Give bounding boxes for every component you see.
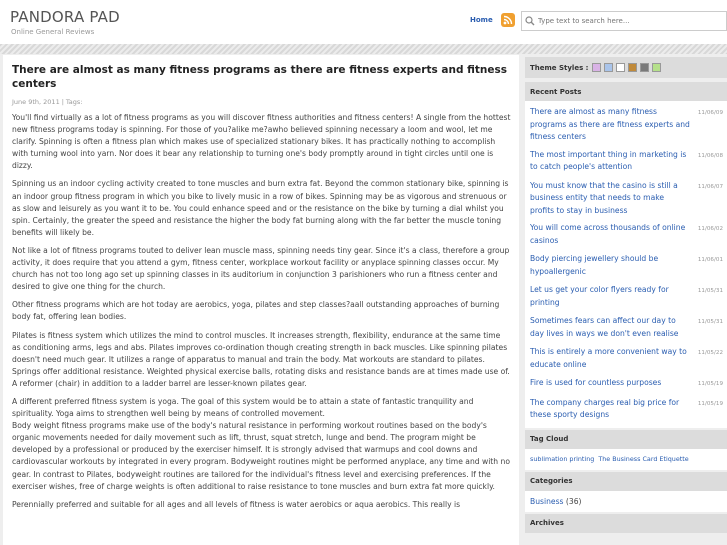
site-header	[0, 0, 727, 44]
post-paragraph: You'll find virtually as a lot of fitness programs as you will discover fitness authorities and fitness centers! A single from the hottest new fitness programs today is spinning. For those of you?alike me?awho believed spinning necessary a loom and wool, let me clarify. Spinning is often a fitness plan which makes use of specialized stationary bikes. It has practically nothing to accomplish with turning wool into yarn. Nor does it bear any relationship to turning one's body promptly around in tight circles until one is dizzy.	[12, 113, 511, 171]
recent-post-link[interactable]: You must know that the casino is still a business entity that needs to make profits to stay in business	[530, 180, 678, 215]
recent-post-date: 11/05/31	[697, 319, 723, 325]
nav-home-link[interactable]: Home	[470, 16, 493, 24]
recent-post-link[interactable]: The most important thing in marketing is to catch people's attention	[530, 149, 687, 171]
recent-post-link[interactable]: Body piercing jewellery should be hypoallergenic	[530, 254, 659, 276]
sidebar	[525, 57, 727, 545]
post-paragraph: Other fitness programs which are hot today are aerobics, yoga, pilates and step classes?aall outstanding approaches of burning body fat, offering lean bodies.	[12, 300, 500, 322]
recent-post-link[interactable]: Let us get your color flyers ready for printing	[530, 285, 669, 307]
post-tags-label: Tags:	[65, 98, 83, 106]
categories-list	[525, 491, 727, 512]
search-icon[interactable]	[522, 12, 538, 30]
tag-cloud	[525, 449, 727, 470]
recent-post-item	[530, 397, 723, 428]
post-paragraph: Not like a lot of fitness programs touted to deliver lean muscle mass, spinning needs tiny gear. Since it's a class, therefore a group activity, it does require that you attend a gym, fitness center, workplace workout facility or anyplace spinning classes occur. My church has not too long ago set up spinning classes in its auditorium in conjunction 3 parishioners who run a fitness center and desired to give one thing for the church.	[12, 245, 510, 292]
theme-swatch-brown[interactable]	[628, 63, 637, 72]
post-paragraph: Perennially preferred and suitable for all ages and all levels of fitness is water aerobics or aqua aerobics. This really is	[12, 499, 461, 509]
recent-posts-list	[525, 101, 727, 428]
recent-post-link[interactable]: Sometimes fears can affect our day to day lives in ways we don't even realise	[530, 316, 679, 338]
theme-swatch-green[interactable]	[652, 63, 661, 72]
post-body	[12, 112, 511, 511]
recent-post-date: 11/06/09	[697, 110, 723, 116]
recent-post-date: 11/05/19	[697, 381, 723, 387]
search-input[interactable]	[538, 17, 718, 25]
tag-link[interactable]: The Business Card Etiquette	[598, 454, 689, 463]
post-date: June 9th, 2011	[12, 98, 60, 106]
recent-post-item	[530, 346, 723, 371]
category-count: (36)	[565, 496, 582, 506]
search-box[interactable]	[521, 11, 727, 31]
recent-post-item	[530, 180, 723, 218]
theme-swatch-purple[interactable]	[592, 63, 601, 72]
recent-posts-heading: Recent Posts	[525, 82, 727, 101]
archives-heading: Archives	[525, 514, 727, 533]
recent-post-item	[530, 106, 723, 144]
recent-post-date: 11/06/01	[697, 257, 723, 263]
recent-post-item	[530, 222, 723, 247]
header-divider	[0, 44, 727, 54]
recent-post-link[interactable]: This is entirely a more convenient way to educate online	[530, 347, 687, 369]
site-title[interactable]: PANDORA PAD	[10, 8, 120, 26]
post-paragraph: Spinning us an indoor cycling activity created to tone muscles and burn extra fat. Beyond the common stationary bike, spinning is an indoor group fitness program in which you bike to lively music in a row of bikes. Spinning may be as vigorous and strenuous or as slow and leisurely as you want it to be. You could enhance speed and or the resistance on the bike by turning a dial whilst you spin. Certainly, the greater the speed and resistance the higher the body fat burning along with the far better the muscle toning benefits will likely be.	[12, 179, 509, 237]
recent-post-item	[530, 377, 723, 391]
theme-swatch-blue[interactable]	[604, 63, 613, 72]
post-content	[3, 55, 519, 545]
recent-post-date: 11/06/08	[697, 152, 723, 159]
site-tagline: Online General Reviews	[11, 28, 95, 36]
post-paragraph: Pilates is fitness system which utilizes the mind to control muscles. It increases strength, flexibility, endurance at the same time as conditioning arms, legs and abs. Pilates improves co-ordination though creating strength in back muscles. Like spinning pilates doesn't need much gear. It utilizes a range of apparatus to manual and train the body. Mat workouts are standard to pilates. Springs offer additional resistance. Weighted physical exercise balls, rotating disks and resistance bands are at times made use of. A reformer (chair) in addition to a ladder barrel are lesser-known pilates gear.	[12, 330, 510, 388]
post-paragraph: A different preferred fitness system is yoga. The goal of this system would be to attain a state of fantastic tranquility and spirituality. Yoga aims to strengthen well being by means of controlled movement. Body weight fitness programs make use of the body's natural resistance in performing workout routines based on the body's organic movements needed for daily movement such as lift, thrust, squat stretch, lunge and bend. The program might be developed by a professional or produced by the exerciser himself. It is strongly advised that warmups and cool downs and cardiovascular workouts by integrated in every program. Bodyweight routines might be performed anyplace, any time and with no gear. In contrast to Pilates, bodyweight routines are tailored for the individual's fitness level and exercising preferences. If the exerciser wishes, free of charge weights is often additional to raise resistance to tone muscles and burn extra fat more quickly.	[12, 396, 510, 491]
theme-styles-label: Theme Styles :	[530, 63, 589, 72]
recent-post-link[interactable]: Fire is used for countless purposes	[530, 378, 662, 387]
category-link[interactable]: Business	[530, 496, 564, 506]
categories-heading: Categories	[525, 472, 727, 491]
meta-separator: |	[61, 98, 64, 106]
recent-post-item	[530, 315, 723, 340]
recent-post-date: 11/06/07	[697, 183, 723, 190]
tag-link[interactable]: sublimation printing	[530, 454, 595, 463]
recent-post-date: 11/05/31	[697, 288, 723, 294]
recent-post-date: 11/06/02	[697, 226, 723, 232]
recent-post-link[interactable]: You will come across thousands of online casinos	[530, 223, 686, 245]
recent-post-item	[530, 284, 723, 309]
recent-post-link[interactable]: The company charges real big price for these sporty designs	[530, 397, 680, 419]
recent-post-item	[530, 253, 723, 278]
recent-post-item	[530, 149, 723, 174]
rss-icon[interactable]	[501, 13, 515, 27]
post-meta	[12, 98, 511, 106]
theme-styles-bar	[525, 57, 727, 78]
post-title[interactable]: There are almost as many fitness programs as there are fitness experts and fitness centers	[12, 64, 508, 90]
recent-post-date: 11/05/22	[697, 350, 723, 356]
theme-swatch-gray[interactable]	[640, 63, 649, 72]
recent-post-date: 11/05/19	[697, 400, 723, 407]
tag-cloud-heading: Tag Cloud	[525, 430, 727, 449]
recent-post-link[interactable]: There are almost as many fitness programs as there are fitness experts and fitness centers	[530, 107, 690, 141]
theme-swatch-white[interactable]	[616, 63, 625, 72]
